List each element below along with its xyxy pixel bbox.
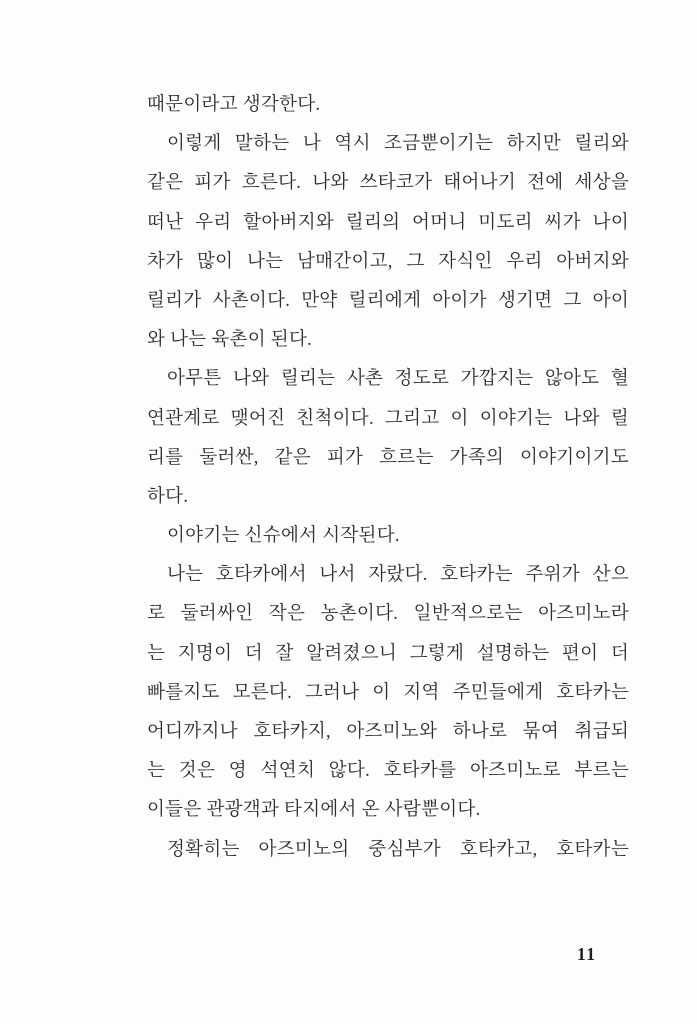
paragraph (147, 86, 629, 125)
text-line: 리를 둘러싼, 같은 피가 흐르는 가족의 이야기이기도 (147, 447, 629, 468)
text-line: 로 둘러싸인 작은 농촌이다. 일반적으로는 아즈미노라 (147, 604, 629, 625)
text-line: 때문이라고 생각한다. (147, 95, 321, 115)
page-number: 11 (577, 944, 597, 964)
paragraph (147, 125, 629, 360)
paragraph (147, 360, 629, 517)
text-line: 나는 호타카에서 나서 자랐다. 호타카는 주위가 산으 (167, 565, 629, 586)
paragraph (147, 556, 629, 830)
body-text (147, 86, 629, 870)
text-line: 아무튼 나와 릴리는 사촌 정도로 가깝지는 않아도 혈 (167, 369, 629, 390)
text-line: 와 나는 육촌이 된다. (147, 330, 313, 351)
text-line: 연관계로 맺어진 친척이다. 그리고 이 이야기는 나와 릴 (147, 408, 629, 429)
text-line: 차가 많이 나는 남매간이고, 그 자식인 우리 아버지와 (147, 251, 629, 272)
text-line: 이야기는 신슈에서 시작된다. (167, 526, 400, 547)
text-line: 는 지명이 더 잘 알려졌으니 그렇게 설명하는 편이 더 (147, 643, 629, 664)
text-line: 는 것은 영 석연치 않다. 호타카를 아즈미노로 부르는 (147, 761, 629, 782)
text-line: 빠를지도 모른다. 그러나 이 지역 주민들에게 호타카는 (147, 682, 629, 703)
text-line: 같은 피가 흐른다. 나와 쓰타코가 태어나기 전에 세상을 (147, 173, 629, 194)
text-line: 정확히는 아즈미노의 중심부가 호타카고, 호타카는 (167, 839, 629, 860)
text-line: 어디까지나 호타카지, 아즈미노와 하나로 묶여 취급되 (147, 722, 629, 742)
text-line: 릴리가 사촌이다. 만약 릴리에게 아이가 생기면 그 아이 (147, 290, 629, 311)
paragraph (147, 517, 629, 556)
text-line: 하다. (147, 486, 189, 507)
paragraph (147, 831, 629, 870)
text-line: 이렇게 말하는 나 역시 조금뿐이기는 하지만 릴리와 (167, 134, 629, 155)
text-line: 이들은 관광객과 타지에서 온 사람뿐이다. (147, 800, 481, 821)
text-line: 떠난 우리 할아버지와 릴리의 어머니 미도리 씨가 나이 (147, 212, 629, 233)
